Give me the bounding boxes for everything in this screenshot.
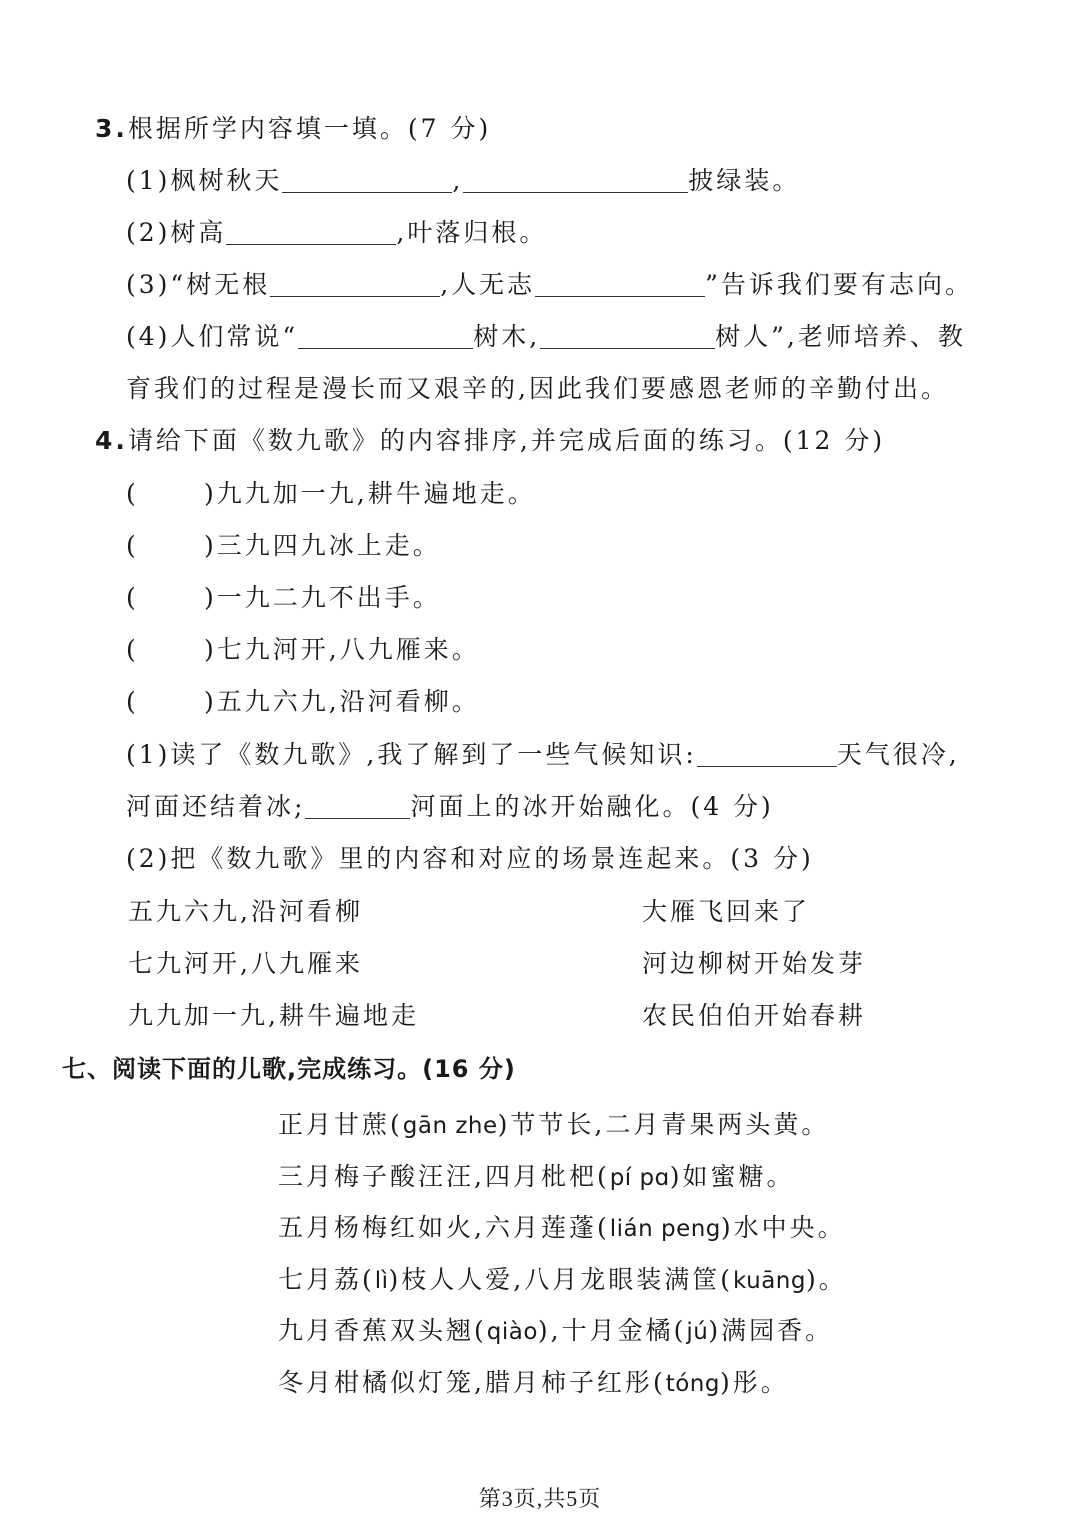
q3-item-1 [126, 164, 800, 198]
order-paren[interactable]: ( [126, 583, 139, 612]
poem-text: )彤。 [719, 1367, 789, 1397]
pinyin: lì [374, 1267, 389, 1294]
order-item-text: 五九六九,沿河看柳。 [216, 687, 480, 716]
poem-text: )如蜜糖。 [669, 1161, 795, 1191]
q4-order-item-3: ( )一九二九不出手。 [126, 581, 441, 615]
q4-order-item-1: ( )九九加一九,耕牛遍地走。 [126, 477, 536, 511]
poem-text: 七月荔( [278, 1264, 375, 1294]
q4-sub2: (2)把《数九歌》里的内容和对应的场景连起来。(3 分) [126, 844, 814, 873]
q3-title: 根据所学内容填一填。(7 分) [127, 114, 492, 143]
q4-sub1-blank-2[interactable] [305, 792, 410, 819]
poem-text: )满园香。 [708, 1316, 834, 1345]
poem-text: 五月杨梅红如火,六月莲蓬( [278, 1213, 610, 1242]
pinyin: jú [686, 1319, 709, 1345]
q4-sub1-line2-pre: 河面还结着冰; [126, 792, 306, 821]
poem-line [278, 1211, 846, 1245]
pinyin: gān zhe [402, 1113, 498, 1139]
poem-text: 冬月柑橘似灯笼,腊月柿子红彤( [278, 1367, 666, 1397]
q3-item-3-pre: (3)“树无根 [126, 270, 271, 299]
q3-number: 3. [95, 114, 128, 143]
q4-order-item-2: ( )三九四九冰上走。 [126, 529, 441, 563]
poem-line [278, 1314, 833, 1348]
match-left-1[interactable]: 五九六九,沿河看柳 [128, 897, 363, 926]
q4-sub1-pre: (1)读了《数九歌》,我了解到了一些气候知识: [126, 740, 697, 769]
q3-item-3-post: ”告诉我们要有志向。 [705, 270, 973, 299]
order-item-text: 三九四九冰上走。 [216, 531, 441, 560]
poem-line [278, 1263, 847, 1297]
q4-order-item-5: ( )五九六九,沿河看柳。 [126, 685, 480, 719]
match-left-2[interactable]: 七九河开,八九雁来 [128, 949, 363, 978]
q3-item-4-pre: (4)人们常说“ [126, 322, 299, 351]
q3-item-2 [126, 216, 547, 250]
order-paren[interactable]: ( [126, 687, 139, 716]
poem-text: )水中央。 [720, 1213, 846, 1242]
pinyin: qiào [486, 1319, 538, 1345]
poem-line [278, 1108, 829, 1142]
q4-sub1 [126, 738, 960, 772]
poem-text: 正月甘蔗( [278, 1110, 403, 1139]
q3-heading [95, 112, 491, 146]
q4-sub1-line2 [126, 790, 774, 824]
poem-line [278, 1366, 789, 1400]
poem-line [278, 1160, 794, 1194]
q4-number: 4. [95, 426, 128, 455]
q3-item-2-pre: (2)树高 [126, 218, 227, 247]
page-footer: 第3页,共5页 [478, 1486, 602, 1511]
q4-sub1-line2-post: 河面上的冰开始融化。(4 分) [410, 792, 774, 821]
q4-sub1-blank-1[interactable] [697, 740, 837, 767]
poem-text: )节节长,二月青果两头黄。 [497, 1110, 830, 1139]
match-right-1[interactable]: 大雁飞回来了 [642, 897, 811, 926]
q3-item-2-blank[interactable] [226, 218, 396, 245]
q3-item-3 [126, 268, 973, 302]
poem-text: 九月香蕉双头翘( [278, 1316, 487, 1345]
q3-item-2-post: ,叶落归根。 [396, 218, 548, 247]
q4-sub1-mid: 天气很冷, [836, 740, 960, 769]
q3-item-1-pre: (1)枫树秋天 [126, 166, 283, 195]
q3-item-1-post: 披绿装。 [688, 166, 801, 195]
q3-item-3-mid: ,人无志 [440, 270, 536, 299]
order-paren[interactable]: ( [126, 479, 139, 508]
q4-order-item-4: ( )七九河开,八九雁来。 [126, 633, 480, 667]
q3-item-1-mid: , [452, 166, 464, 195]
order-paren[interactable]: ( [126, 635, 139, 664]
pinyin: tóng [665, 1370, 720, 1397]
order-paren[interactable]: ( [126, 531, 139, 560]
q3-item-4-blank-1[interactable] [298, 322, 473, 349]
q3-item-4-post: 树人”,老师培养、教 [715, 322, 966, 351]
match-right-3[interactable]: 农民伯伯开始春耕 [642, 1001, 867, 1030]
poem-text: ),十月金橘( [537, 1316, 687, 1345]
q4-heading [95, 424, 885, 458]
q3-item-3-blank-1[interactable] [270, 270, 440, 297]
q3-item-1-blank-1[interactable] [282, 166, 452, 193]
pinyin: lián peng [609, 1216, 721, 1242]
order-item-text: 七九河开,八九雁来。 [216, 635, 480, 664]
order-item-text: 九九加一九,耕牛遍地走。 [216, 479, 536, 508]
q3-item-4 [126, 320, 966, 354]
q3-item-4-continuation: 育我们的过程是漫长而又艰辛的,因此我们要感恩老师的辛勤付出。 [126, 374, 949, 403]
match-right-2[interactable]: 河边柳树开始发芽 [642, 949, 867, 978]
poem-text: 三月梅子酸汪汪,四月枇杷( [278, 1161, 610, 1191]
q3-item-3-blank-2[interactable] [535, 270, 705, 297]
q3-item-4-blank-2[interactable] [540, 322, 715, 349]
section7-title: 七、阅读下面的儿歌,完成练习。(16 分) [62, 1055, 516, 1083]
q4-title: 请给下面《数九歌》的内容排序,并完成后面的练习。(12 分) [127, 426, 886, 455]
match-left-3[interactable]: 九九加一九,耕牛遍地走 [128, 1001, 419, 1030]
pinyin: kuāng [733, 1267, 806, 1294]
q3-item-1-blank-2[interactable] [463, 166, 688, 193]
q3-item-4-mid: 树木, [473, 322, 541, 351]
poem-text: )。 [805, 1264, 847, 1294]
poem-text: )枝人人爱,八月龙眼装满筐( [388, 1264, 734, 1294]
pinyin: pí pɑ [609, 1164, 670, 1191]
order-item-text: 一九二九不出手。 [216, 583, 441, 612]
